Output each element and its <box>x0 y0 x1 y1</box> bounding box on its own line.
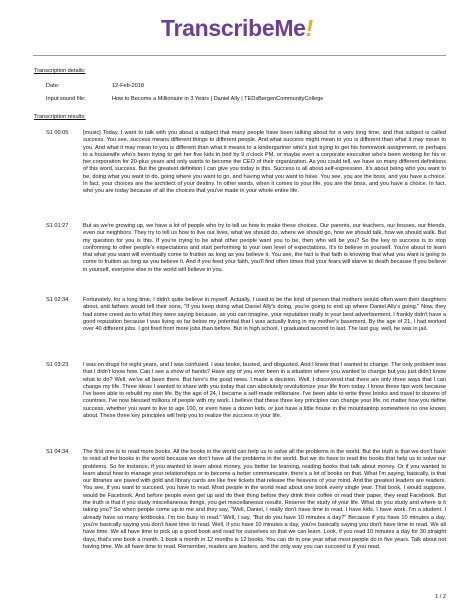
segment-text: But as we're growing up, we have a lot of people who try to tell us how to make these choices. Our parents, our teachers, our bosses, our friends, even our neighbors. They try to tell us how to live our lives, what we should do, where we should go, how we should talk, how we should walk. But my question for you is this. If you're trying to be what other people want you to be, then who will be you? So the key to success is to stop conforming to other people's expectations and start performing to your own level of expectations. It's to believe in yourself. You're about to learn that what you want will eventually come to fruition as long as you believe it. You see, the fact is that faith is knowing that what you want is going to come to fruition as long as you believe it. And if you feed your faith, you'll find often times that your fears will starve to death because if you believe in yourself, everyone else in the world will believe in you. <box>83 223 446 273</box>
segment-timestamp: S1 00:05 <box>46 130 69 136</box>
segment-timestamp: S1 01:27 <box>46 223 69 229</box>
transcribeme-logo <box>0 15 474 42</box>
segment-timestamp: S1 02:34 <box>46 297 69 303</box>
input-file-row <box>46 96 323 102</box>
segment-timestamp: S1 04:34 <box>46 449 69 455</box>
transcription-details-heading: Transcription details: <box>34 68 86 74</box>
transcript-segment <box>46 449 446 551</box>
header-divider <box>33 55 446 56</box>
input-file-label: Input sound file: <box>46 96 86 102</box>
date-label: Date: <box>46 83 60 89</box>
segment-timestamp: S1 03:23 <box>46 362 69 368</box>
transcript-segment <box>46 223 446 274</box>
logo-exclamation-mark: ! <box>305 15 314 41</box>
segment-text: The first one is to read more books. All the books in the world can help us to solve all the problems in the world. But the truth is that we don't have to read all the books in the world because we don't have all the problems in the world. But we do have to read the books that help us to solve our problems. So for instance, if you wanted to learn about money, you better be learning, reading books that talk about money. Or if you wanted to learn about how to manage your relationships or to become a better communicator, there's a lot of books on that. What I'm saying, basically, is that our libraries are paved with gold and library cards are like free tickets that release the heavens of your mind. And the greatest leaders are readers. You see, if you want to succeed, you have to read. Most people in the world read about one book every single year. That book, I would suppose, would be Facebook. And before people even get up and do their thing before they drink their coffee or read their paper, they read Facebook. But the truth is that if you study miscellaneous things, you get miscellaneous results. Reserve the study of your life. What do you study and where is it taking you? So when people come up to me and they say, "Well, Daniel, I really don't have time to read. I have kids. I have work. I'm a student. I already have so many textbooks. I'm too busy to read." Well, I say, "But do you have 10 minutes a day?" Because if you have 10 minutes a day, you're basically saying you don't have time to read. Well, if you have 10 minutes a day, you're basically saying you don't have time to read. We all have time. We all have time to pick up a good book and read for ourselves so that we can learn. Look, if you read 10 minutes a day for 30 straight days, that's one book a month. 1 book a month in 12 months is 12 books. You can do in one year what most people do in five years. Talk about not having time. We all have time to read. Remember, readers are leaders, and the only way you can succeed is if you read. <box>83 449 446 550</box>
transcript-segment <box>46 297 446 333</box>
logo-word-me: Me <box>274 15 306 41</box>
segment-text: Fortunately, for a long time, I didn't quite believe in myself. Actually, I used to be the kind of person that mothers would often warn their daughters about, and fathers would tell their sons, "If you keep doing what Daniel Ally's doing, you're going to end up where Daniel Ally's going." Now, they had some creed as to what they were saying because, as you can imagine, your reputation really is your best advertisement. I frankly didn't have a good reputation because I was living so far below my potential that I was actually living in my mother's basement. By the age of 21, I had worked over 40 different jobs. I got fired from more jobs than before. But in high school, I graduated second to last. The last guy, well, he was in jail. <box>83 297 446 333</box>
logo-word-transcribe: Transcribe <box>160 15 275 41</box>
transcript-segment <box>46 362 446 420</box>
transcription-results-heading: Transcription results: <box>34 114 86 120</box>
segment-text: I was on drugs for eight years, and I was confused. I was broke, busted, and disgusted. And I knew that I wanted to change. The only problem was that I didn't know how. Can I see a show of hands? Have any of you ever been in a situation where you wanted to change but you just didn't know what to do? Well, we've all been there. But here's the good news. I made a decision. Well, I discovered that there are only three ways that I can change my life. Three ideas I wanted to share with you today that can absolutely revolutionize your life from today. I know these tips work because I've been able to rebuild my own life. By the age of 24, I became a self-made millionaire. I've been able to write three books and travel to dozens of countries. I've now blessed millions of people with my work. I believe that these three key principles can change your life, no matter how you define success, whether you want to live to age 100, or even have a dozen kids, or just have a little house in the mountaintop somewhere no one knows about. These three key principles will help you to realize the success in your life. <box>83 362 446 420</box>
date-row <box>46 83 144 89</box>
segment-text: [music] Today, I want to talk with you about a subject that many people have been talking about for a very long time, and that subject is called success. You see, success means different things to different people. And what success might mean to you is different than what it may mean to you. And what it may mean to you is different than what it means to a kindergartner who's just trying to get his homework assignment, or perhaps to a housewife who's been trying to get her five kids in bed by 9 o'clock PM, or maybe even a corporate executive who's been working for his or her corporation for 20-plus years and only wants to become the CEO of their organization. As you could tell, we have so many different definitions of this word, success. But the greatest definition I can give you today is this. Success is all about self-expression. It's about being who you want to be, doing what you want to do, going where you want to go, and having what you want to have. You see, you are the boss, and you have a choice. In fact, your choices are the architect of your destiny. In other words, when it comes to your life, you are the boss, and you have a choice. In fact, who you are today because of all the choices that you've made in your whole entire life. <box>83 130 446 195</box>
transcript-segment <box>46 130 446 196</box>
input-file-value: How to Become a Millionaire in 3 Years | Daniel Ally | TEDxBergenCommunityCollege <box>112 96 324 102</box>
page-number: 1 / 2 <box>435 594 446 600</box>
date-value: 12-Feb-2018 <box>112 83 145 89</box>
